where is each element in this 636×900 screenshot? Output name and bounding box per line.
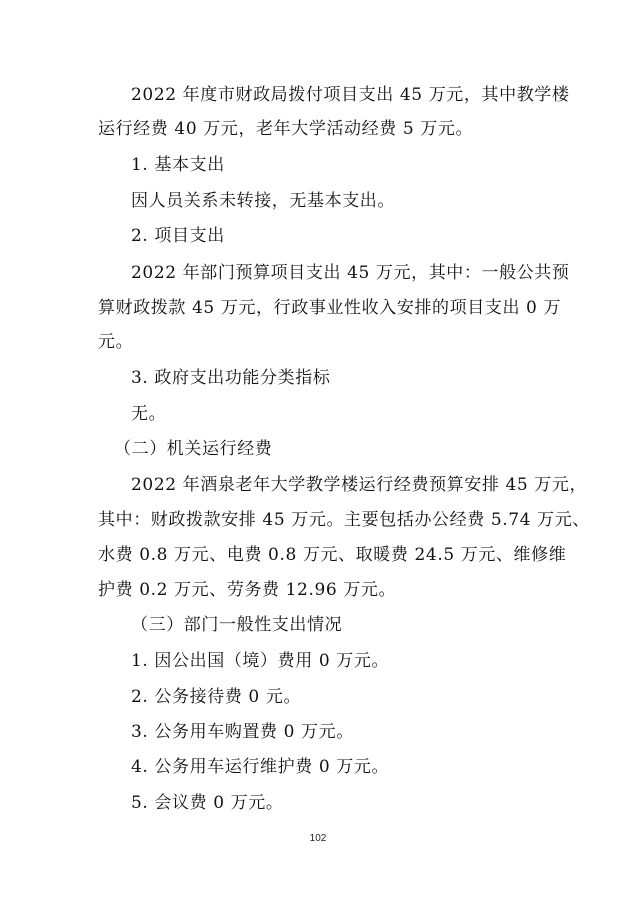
section-heading: （二）机关运行经费 [114, 439, 273, 459]
paragraph-line: 其中：财政拨款安排 45 万元。主要包括办公经费 5.74 万元、 [98, 510, 590, 530]
section-heading: 3. 政府支出功能分类指标 [131, 368, 331, 388]
paragraph-line: 因人员关系未转接，无基本支出。 [131, 191, 395, 211]
paragraph-line: 2022 年酒泉老年大学教学楼运行经费预算安排 45 万元， [131, 475, 588, 495]
paragraph-line: 元。 [98, 332, 134, 352]
paragraph-line: 运行经费 40 万元，老年大学活动经费 5 万元。 [98, 119, 474, 139]
page-number: 102 [309, 833, 327, 844]
list-item: 5. 会议费 0 万元。 [131, 793, 284, 813]
section-heading: （三）部门一般性支出情况 [131, 615, 343, 635]
paragraph-line: 2022 年度市财政局拨付项目支出 45 万元，其中教学楼 [131, 85, 570, 105]
paragraph-line: 算财政拨款 45 万元，行政事业性收入安排的项目支出 0 万 [98, 298, 562, 318]
paragraph-line: 2022 年部门预算项目支出 45 万元，其中：一般公共预 [131, 263, 570, 283]
paragraph-line: 护费 0.2 万元、劳务费 12.96 万元。 [98, 580, 397, 600]
list-item: 2. 公务接待费 0 元。 [131, 687, 302, 707]
list-item: 3. 公务用车购置费 0 万元。 [131, 722, 354, 742]
paragraph-line: 无。 [131, 404, 167, 424]
section-heading: 2. 项目支出 [131, 226, 225, 246]
paragraph-line: 水费 0.8 万元、电费 0.8 万元、取暖费 24.5 万元、维修维 [98, 545, 567, 565]
section-heading: 1. 基本支出 [131, 155, 225, 175]
list-item: 1. 因公出国（境）费用 0 万元。 [131, 651, 390, 671]
list-item: 4. 公务用车运行维护费 0 万元。 [131, 757, 390, 777]
